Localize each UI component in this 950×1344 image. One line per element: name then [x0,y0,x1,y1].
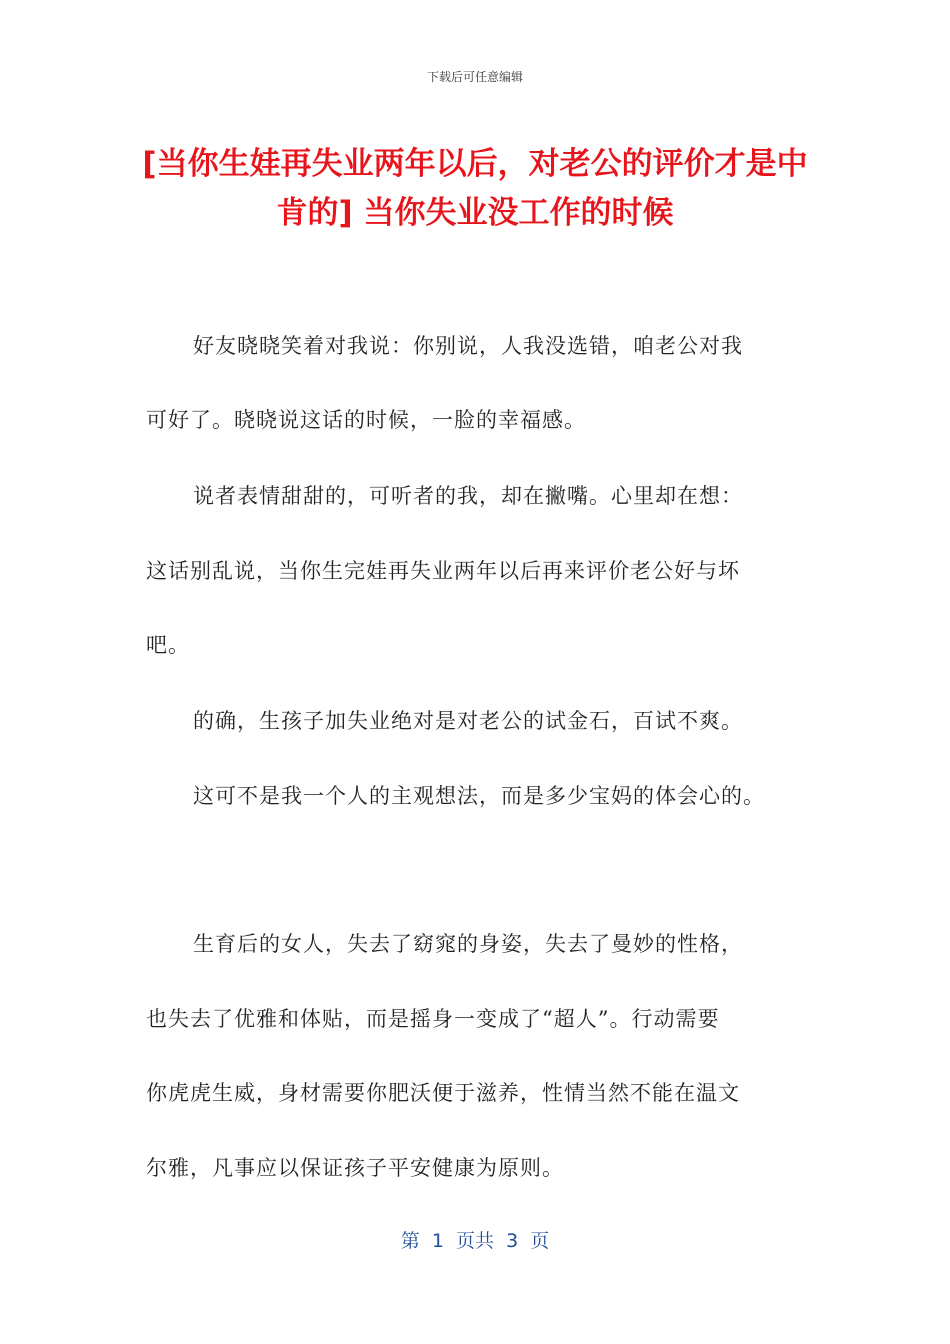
paragraph-line: 也失去了优雅和体贴，而是摇身一变成了“超人”。行动需要 [146,1007,720,1031]
paragraph-line: 这话别乱说，当你生完娃再失业两年以后再来评价老公好与坏 [146,559,740,583]
paragraph-line: 这可不是我一个人的主观想法，而是多少宝妈的体会心的。 [193,784,765,808]
paragraph-line: 说者表情甜甜的，可听者的我，却在撇嘴。心里却在想： [193,484,743,508]
paragraph-line: 可好了。晓晓说这话的时候，一脸的幸福感。 [146,408,586,432]
paragraph-line: 吧。 [146,633,190,657]
paragraph-line: 你虎虎生威，身材需要你肥沃便于滋养，性情当然不能在温文 [146,1081,740,1105]
document-title: [当你生娃再失业两年以后，对老公的评价才是中肯的] 当你失业没工作的时候 [142,146,808,231]
paragraph-line: 生育后的女人，失去了窈窕的身姿，失去了曼妙的性格， [193,932,743,956]
paragraph-line: 的确，生孩子加失业绝对是对老公的试金石，百试不爽。 [193,709,743,733]
paragraph-line: 尔雅，凡事应以保证孩子平安健康为原则。 [146,1156,564,1180]
header-note: 下载后可任意编辑 [426,70,523,84]
page-number-footer: 第 1 页共 3 页 [400,1230,550,1252]
paragraph-line: 好友晓晓笑着对我说：你别说，人我没选错，咱老公对我 [193,334,743,358]
